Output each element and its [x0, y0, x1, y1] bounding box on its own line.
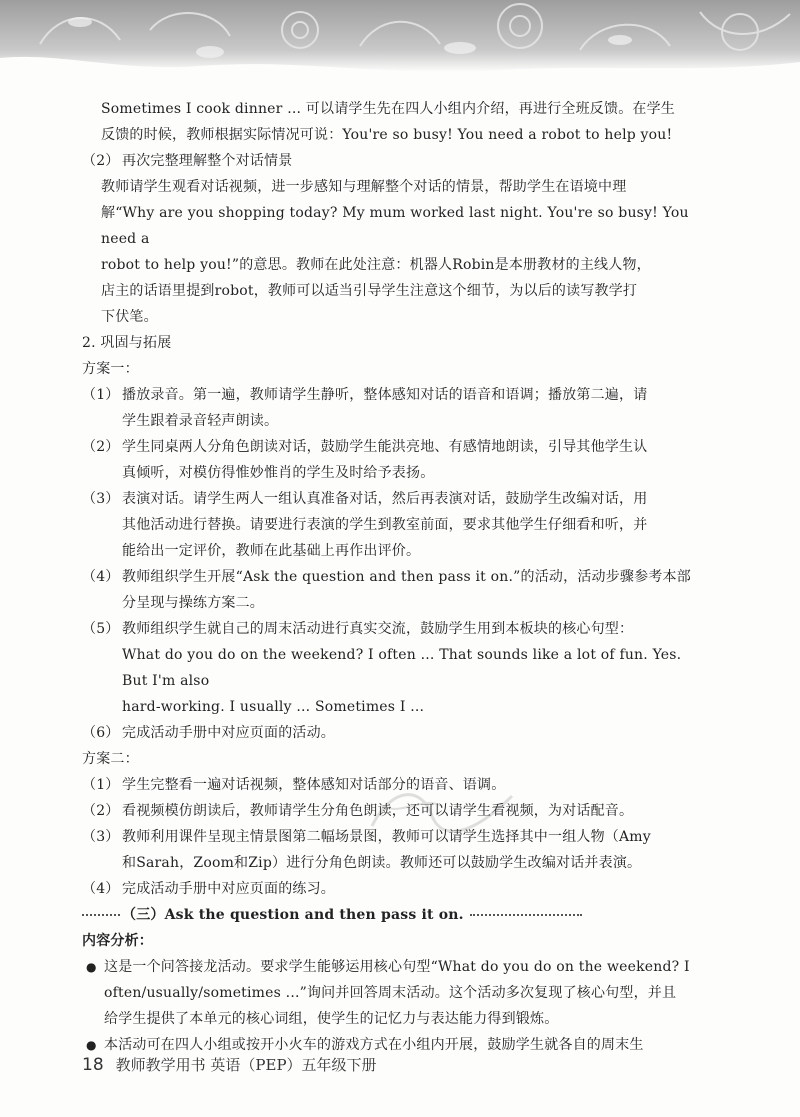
numbered-item [82, 434, 694, 460]
numbered-item [82, 486, 694, 512]
item-text: 再次完整理解整个对话情景 [122, 153, 293, 169]
item-text: 表演对话。请学生两人一组认真准备对话，然后再表演对话，鼓励学生改编对话，用 [122, 491, 648, 507]
item-text: 教师利用课件呈现主情景图第二幅场景图，教师可以请学生选择其中一组人物（Amy [122, 829, 651, 845]
item-text: 学生完整看一遍对话视频，整体感知对话部分的语音、语调。 [122, 777, 506, 793]
bullet-item [82, 954, 694, 980]
numbered-item [82, 382, 694, 408]
item-number: （2） [82, 153, 120, 169]
item-number: （1） [82, 777, 120, 793]
numbered-item [82, 564, 694, 590]
item-number: （2） [82, 803, 120, 819]
numbered-item [82, 148, 694, 174]
numbered-item-continuation: What do you do on the weekend? I often ... That sounds like a lot of fun. Yes. But I'm also [122, 647, 682, 689]
item-text: 学生同桌两人分角色朗读对话，鼓励学生能洪亮地、有感情地朗读，引导其他学生认 [122, 439, 648, 455]
paragraph-line: 反馈的时候，教师根据实际情况可说：You're so busy! You need a robot to help you! [101, 127, 673, 143]
paragraph-list [82, 96, 694, 1058]
item-number: （1） [82, 387, 120, 403]
decorative-header-band [0, 0, 800, 92]
bullet-icon: ● [86, 960, 97, 974]
numbered-item-continuation: 学生跟着录音轻声朗读。 [122, 413, 279, 429]
bullet-continuation: often/usually/sometimes ...”询问并回答周末活动。这个活动多次复现了核心句型，并且 [104, 985, 677, 1001]
numbered-item-continuation: 真倾听，对模仿得惟妙惟肖的学生及时给予表扬。 [122, 465, 435, 481]
numbered-item [82, 616, 694, 642]
floral-pattern-icon [0, 0, 800, 92]
item-text: 教师组织学生就自己的周末活动进行真实交流，鼓励学生用到本板块的核心句型： [122, 621, 634, 637]
paragraph-line: 下伏笔。 [101, 309, 158, 325]
activity-title-text: （三）Ask the question and then pass it on. [122, 907, 464, 923]
paragraph-line: 教师请学生观看对话视频，进一步感知与理解整个对话的情景，帮助学生在语境中理 [101, 179, 627, 195]
section-heading: 方案二： [82, 751, 139, 767]
section-heading: 2. 巩固与拓展 [82, 335, 172, 351]
paragraph-line: 店主的话语里提到robot，教师可以适当引导学生注意这个细节，为以后的读写教学打 [101, 283, 638, 299]
page-number: 18 [82, 1055, 104, 1075]
item-text: 完成活动手册中对应页面的练习。 [122, 881, 335, 897]
numbered-item-continuation: 和Sarah，Zoom和Zip）进行分角色朗读。教师还可以鼓励学生改编对话并表演。 [122, 855, 642, 871]
bullet-text: 本活动可在四人小组或按开小火车的游戏方式在小组内开展，鼓励学生就各自的周末生 [104, 1037, 644, 1053]
activity-title [82, 902, 694, 928]
item-number: （4） [82, 881, 120, 897]
paragraph-line: Sometimes I cook dinner ... 可以请学生先在四人小组内介绍，再进行全班反馈。在学生 [101, 101, 675, 117]
numbered-item-continuation: 能给出一定评价，教师在此基础上再作出评价。 [122, 543, 421, 559]
numbered-item [82, 876, 694, 902]
bullet-text: 这是一个问答接龙活动。要求学生能够运用核心句型“What do you do on the weekend? I [104, 959, 690, 975]
paragraph-line: robot to help you!”的意思。教师在此处注意：机器人Robin是本册教材的主线人物， [101, 257, 651, 273]
bullet-icon: ● [86, 1038, 97, 1052]
item-number: （6） [82, 725, 120, 741]
item-number: （3） [82, 829, 120, 845]
item-text: 教师组织学生开展“Ask the question and then pass it on.”的活动，活动步骤参考本部 [122, 569, 691, 585]
item-number: （2） [82, 439, 120, 455]
numbered-item-continuation: 其他活动进行替换。请要进行表演的学生到教室前面，要求其他学生仔细看和听，并 [122, 517, 648, 533]
item-text: 播放录音。第一遍，教师请学生静听，整体感知对话的语音和语调；播放第二遍，请 [122, 387, 648, 403]
page-footer [82, 1054, 377, 1075]
book-title: 教师教学用书 英语（PEP）五年级下册 [115, 1056, 377, 1074]
numbered-item [82, 720, 694, 746]
dotted-rule [82, 914, 120, 916]
section-heading: 方案一： [82, 361, 139, 377]
paragraph-line: 解“Why are you shopping today? My mum worked last night. You're so busy! You need a [101, 205, 689, 247]
dotted-rule [470, 914, 582, 916]
item-number: （5） [82, 621, 120, 637]
faint-seal-icon [362, 776, 522, 846]
bullet-continuation: 给学生提供了本单元的核心词组，使学生的记忆力与表达能力得到锻炼。 [104, 1011, 559, 1027]
item-text: 看视频模仿朗读后，教师请学生分角色朗读，还可以请学生看视频，为对话配音。 [122, 803, 634, 819]
main-text [82, 96, 694, 1058]
item-text: 完成活动手册中对应页面的活动。 [122, 725, 335, 741]
item-number: （3） [82, 491, 120, 507]
content-analysis-label: 内容分析： [82, 933, 153, 949]
numbered-item-continuation: hard-working. I usually ... Sometimes I ... [122, 699, 425, 715]
item-number: （4） [82, 569, 120, 585]
numbered-item-continuation: 分呈现与操练方案二。 [122, 595, 264, 611]
